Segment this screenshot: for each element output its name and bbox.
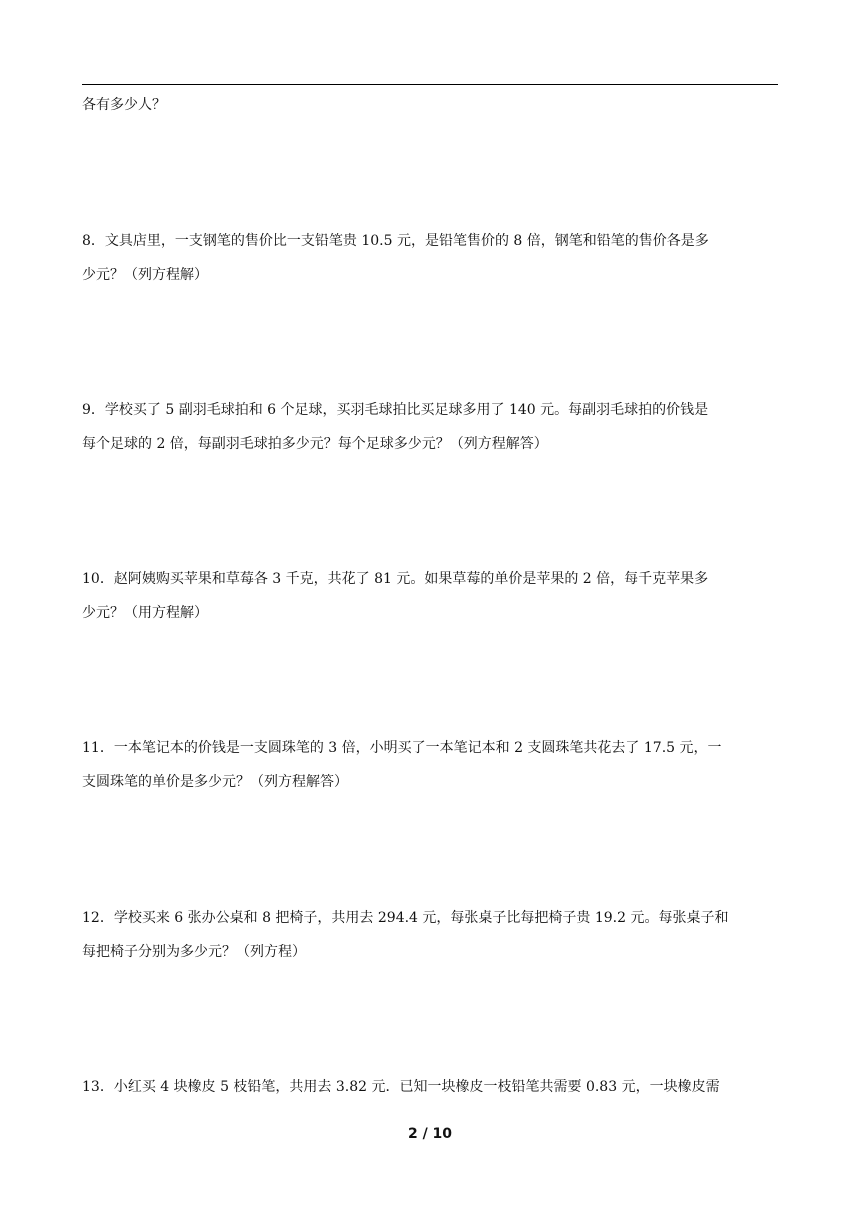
question-10 <box>82 562 782 630</box>
page-number: 2 / 10 <box>407 1126 453 1142</box>
question-8 <box>82 224 782 292</box>
question-line: 每把椅子分别为多少元？（列方程） <box>82 944 306 960</box>
question-line: 支圆珠笔的单价是多少元？（列方程解答） <box>82 774 348 790</box>
question-9 <box>82 393 782 461</box>
question-fragment <box>82 88 782 122</box>
question-11 <box>82 731 782 799</box>
question-line: 10．赵阿姨购买苹果和草莓各 3 千克，共花了 81 元。如果草莓的单价是苹果的 2 倍，每千克苹果多 <box>82 571 709 587</box>
header-rule <box>82 84 778 85</box>
question-line: 9．学校买了 5 副羽毛球拍和 6 个足球，买羽毛球拍比买足球多用了 140 元。每副羽毛球拍的价钱是 <box>82 402 709 418</box>
question-line: 8．文具店里，一支钢笔的售价比一支铅笔贵 10.5 元，是铅笔售价的 8 倍，钢笔和铅笔的售价各是多 <box>82 233 709 249</box>
question-line: 少元？（用方程解） <box>82 605 208 621</box>
question-line: 12．学校买来 6 张办公桌和 8 把椅子，共用去 294.4 元，每张桌子比每把椅子贵 19.2 元。每张桌子和 <box>82 910 729 926</box>
question-line: 少元？（列方程解） <box>82 267 208 283</box>
question-line: 每个足球的 2 倍，每副羽毛球拍多少元？每个足球多少元？（列方程解答） <box>82 436 548 452</box>
question-13 <box>82 1070 782 1104</box>
question-line: 11．一本笔记本的价钱是一支圆珠笔的 3 倍，小明买了一本笔记本和 2 支圆珠笔共花去了 17.5 元，一 <box>82 740 722 756</box>
question-line: 13．小红买 4 块橡皮 5 枝铅笔，共用去 3.82 元．已知一块橡皮一枝铅笔共需要 0.83 元，一块橡皮需 <box>82 1079 720 1095</box>
question-line: 各有多少人？ <box>82 97 166 113</box>
question-12 <box>82 901 782 969</box>
